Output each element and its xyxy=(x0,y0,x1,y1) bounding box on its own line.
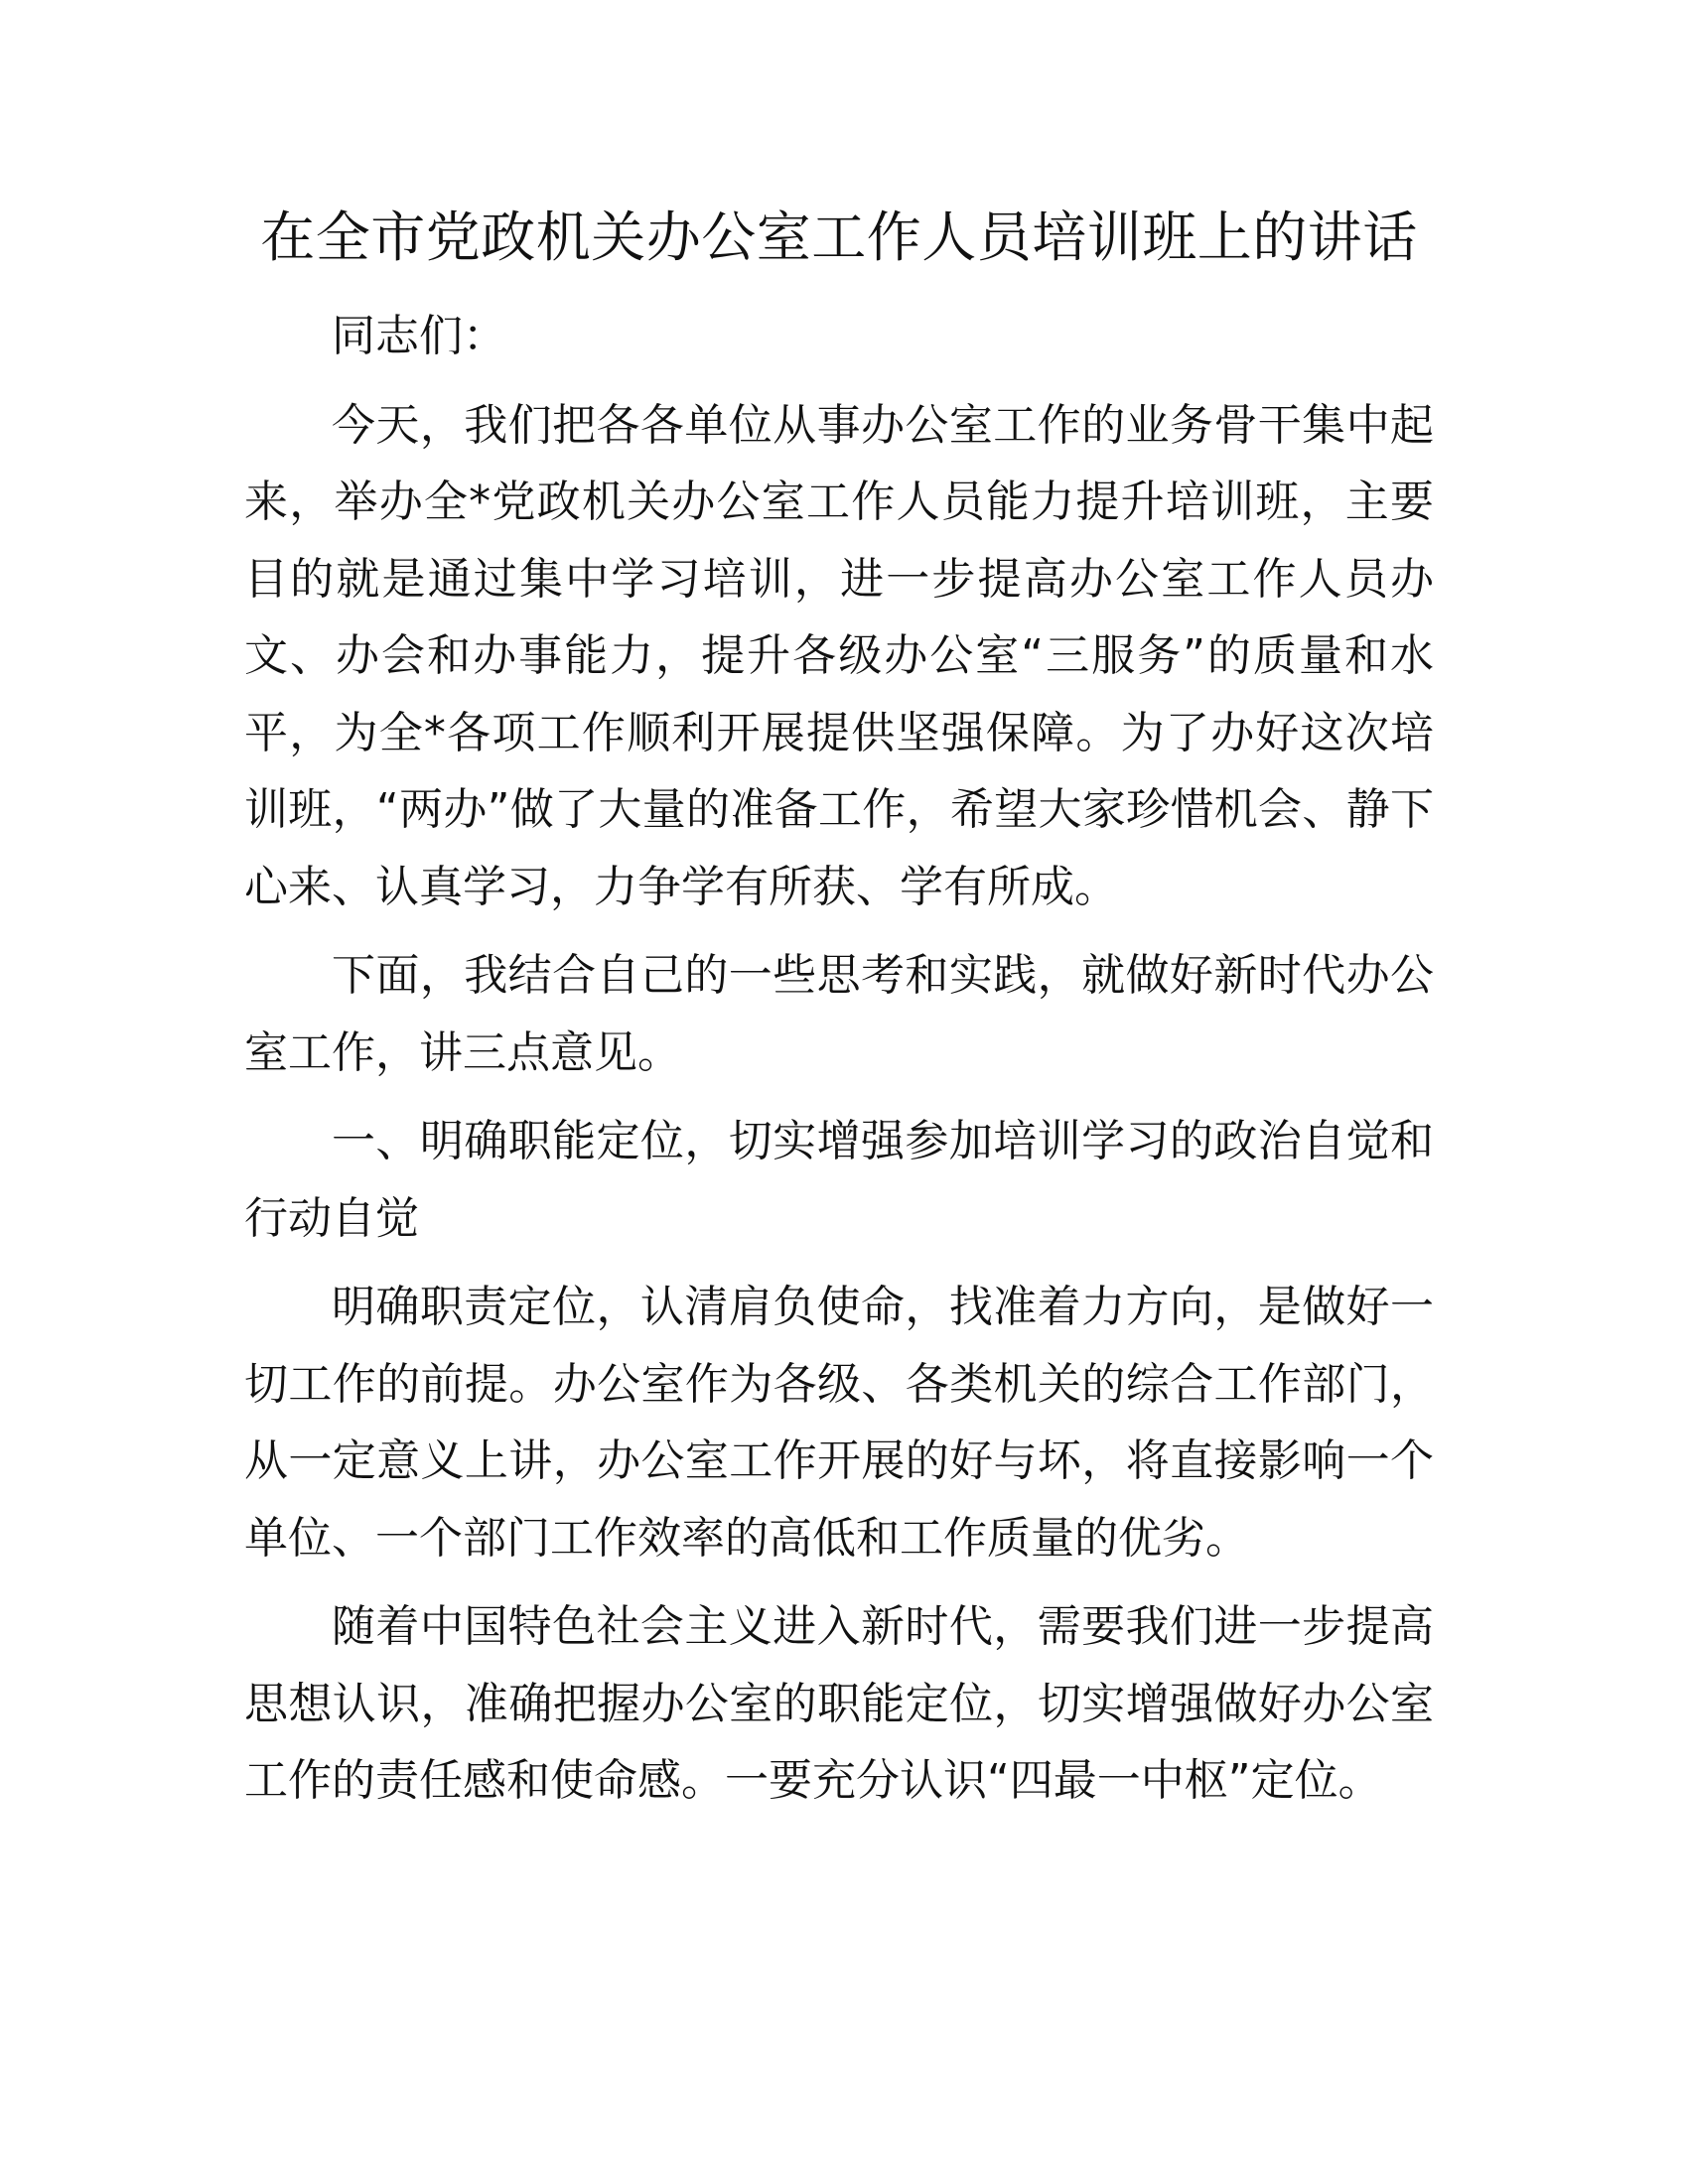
document-title: 在全市党政机关办公室工作人员培训班上的讲话 xyxy=(260,205,1418,269)
paragraph-intro: 今天，我们把各各单位从事办公室工作的业务骨干集中起来，举办全*党政机关办公室工作人员能力提升培训班，主要目的就是通过集中学习培训，进一步提高办公室工作人员办文、办会和办事能力，提升各级办公室“三服务”的质量和水平，为全*各项工作顺利开展提供坚强保障。为了办好这次培训班，“两办”做了大量的准备工作，希望大家珍惜机会、静下心来、认真学习，力争学有所获、学有所成。 xyxy=(244,399,1434,912)
paragraph-outline: 下面，我结合自己的一些思考和实践，就做好新时代办公室工作，讲三点意见。 xyxy=(244,950,1434,1078)
paragraph-responsibility: 明确职责定位，认清肩负使命，找准着力方向，是做好一切工作的前提。办公室作为各级、各类机关的综合工作部门，从一定意义上讲，办公室工作开展的好与坏，将直接影响一个单位、一个部门工作效率的高低和工作质量的优劣。 xyxy=(244,1282,1434,1564)
salutation: 同志们： xyxy=(332,311,506,361)
document-body xyxy=(244,195,1434,1820)
section-heading-1: 一、明确职能定位，切实增强参加培训学习的政治自觉和行动自觉 xyxy=(244,1116,1434,1244)
paragraph-new-era: 随着中国特色社会主义进入新时代，需要我们进一步提高思想认识，准确把握办公室的职能定位，切实增强做好办公室工作的责任感和使命感。一要充分认识“四最一中枢”定位。 xyxy=(244,1601,1434,1806)
